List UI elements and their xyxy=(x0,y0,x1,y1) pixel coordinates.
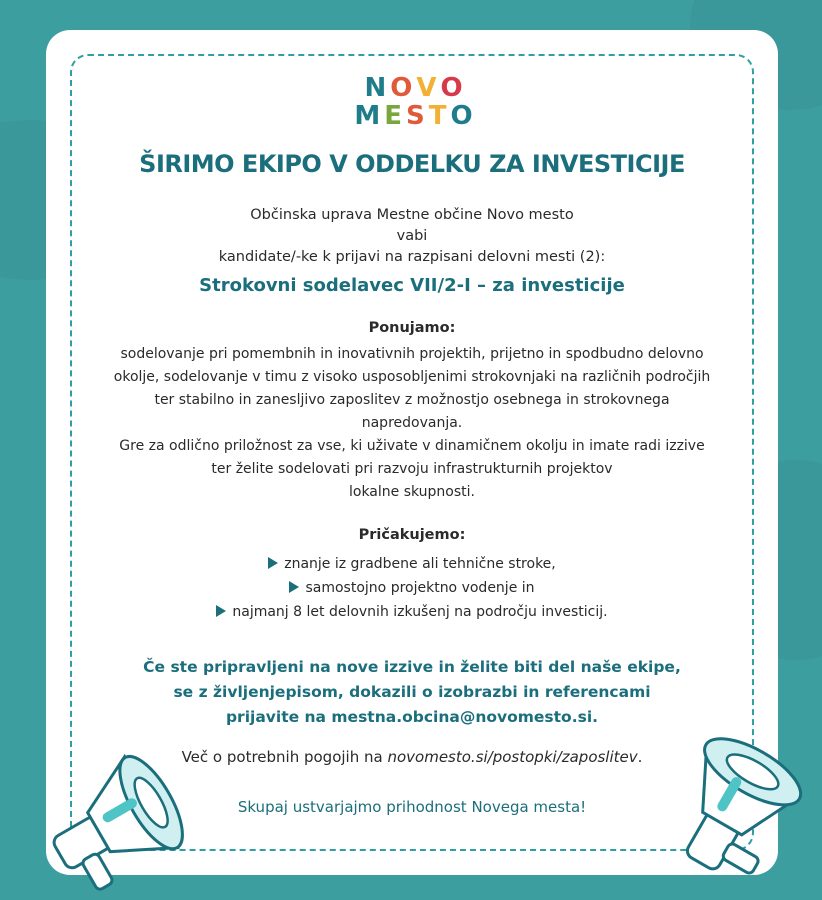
expect-heading: Pričakujemo: xyxy=(358,527,466,543)
megaphone-icon xyxy=(640,720,820,890)
slogan: Skupaj ustvarjajmo prihodnost Novega mesta! xyxy=(237,798,587,816)
more-info: Več o potrebnih pogojih na novomesto.si/postopki/zaposlitev. xyxy=(181,748,643,766)
offer-heading: Ponujamo: xyxy=(368,320,456,336)
offer-text: sodelovanje pri pomembnih in inovativnih projektih, prijetno in spodbudno delovno okolje, sodelovanje v timu z visoko usposobljenimi strokovnjaki na različnih področjih ter stabilno in zanesljivo zaposlitev z možnostjo osebnega in strokovnega napredovanja. Gre za odlično priložnost za vse, ki uživate v dinamičnem okolju in imate radi izzive ter želite sodelovati pri razvoju infrastrukturnih projektov lokalne skupnosti. xyxy=(113,346,711,500)
megaphone-icon xyxy=(30,745,200,895)
list-item: najmanj 8 let delovnih izkušenj na področju investicij. xyxy=(46,600,778,624)
position-title: Strokovni sodelavec VII/2-I – za investicije xyxy=(199,275,625,296)
arrow-bullet-icon xyxy=(216,605,226,617)
list-item: znanje iz gradbene ali tehnične stroke, xyxy=(46,552,778,576)
intro-text: Občinska uprava Mestne občine Novo mesto vabi kandidate/-ke k prijavi na razpisani delovni mesti (2): xyxy=(218,207,606,265)
expect-list xyxy=(46,552,778,624)
list-item: samostojno projektno vodenje in xyxy=(46,576,778,600)
call-to-action: Če ste pripravljeni na nove izzive in želite biti del naše ekipe, se z življenjepisom, dokazili o izobrazbi in referencami prijavite na mestna.obcina@novomesto.si. xyxy=(46,655,778,730)
email-link[interactable]: prijavite na mestna.obcina@novomesto.si. xyxy=(225,708,599,726)
page-title: ŠIRIMO EKIPO V ODDELKU ZA INVESTICIJE xyxy=(139,150,685,178)
arrow-bullet-icon xyxy=(268,557,278,569)
website-link[interactable]: novomesto.si/postopki/zaposlitev xyxy=(387,748,638,766)
arrow-bullet-icon xyxy=(289,581,299,593)
novo-mesto-logo: N O V O M E S T O xyxy=(354,73,474,131)
